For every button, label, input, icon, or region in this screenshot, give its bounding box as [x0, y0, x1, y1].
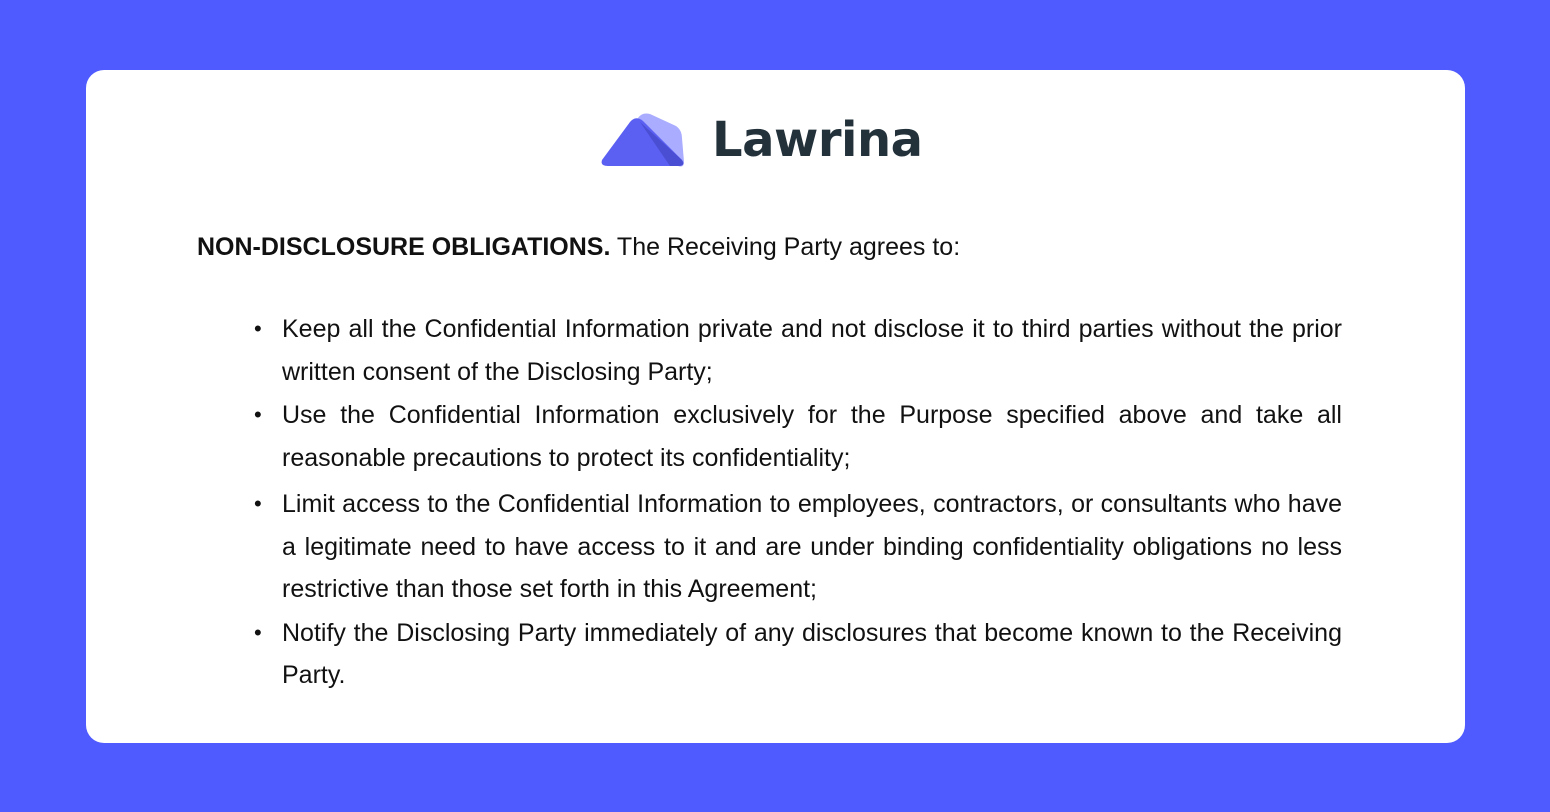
brand-name: Lawrina	[712, 112, 923, 168]
bullet-icon: •	[254, 491, 262, 516]
list-item-text: Notify the Disclosing Party immediately of any disclosures that become known to the Receiving Party.	[282, 618, 1342, 689]
section-intro	[197, 230, 1347, 264]
section-intro-text: The Receiving Party agrees to:	[610, 233, 961, 261]
list-item-text: Limit access to the Confidential Information to employees, contractors, or consultants who have a legitimate need to have access to it and are under binding confidentiality obligations no less restrictive than those set forth in this Agreement;	[282, 490, 1342, 603]
bullet-icon: •	[254, 619, 262, 645]
bullet-icon: •	[254, 402, 262, 427]
list-item	[254, 308, 1342, 393]
brand-logo[interactable]	[600, 110, 923, 170]
list-item	[254, 612, 1342, 697]
section-heading: NON-DISCLOSURE OBLIGATIONS.	[197, 233, 611, 261]
list-item	[254, 483, 1342, 611]
bullet-icon: •	[254, 316, 262, 341]
obligations-list	[254, 308, 1342, 698]
list-item-text: Use the Confidential Information exclusively for the Purpose specified above and take all reasonable precautions to protect its confidentiality;	[282, 401, 1342, 472]
list-item-text: Keep all the Confidential Information private and not disclose it to third parties without the prior written consent of the Disclosing Party;	[282, 315, 1342, 386]
mountain-logo-icon	[600, 112, 686, 168]
list-item	[254, 394, 1342, 479]
document-card	[86, 70, 1465, 743]
